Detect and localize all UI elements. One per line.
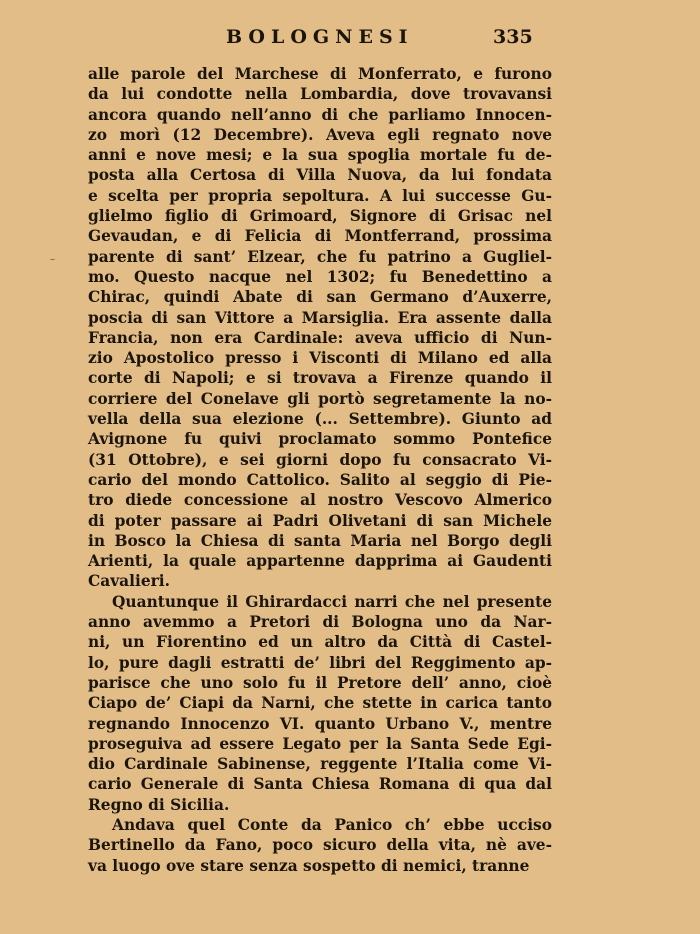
text-line: zio Apostolico presso i Visconti di Milano ed alla bbox=[88, 349, 552, 368]
text-line: anno avemmo a Pretori di Bologna uno da Nar- bbox=[88, 613, 552, 632]
text-line: corte di Napoli; e si trovava a Firenze quando il bbox=[88, 369, 552, 388]
text-line: Quantunque il Ghirardacci narri che nel presente bbox=[112, 592, 552, 611]
text-line: corriere del Conelave gli portò segretamente la no- bbox=[88, 389, 552, 408]
text-line: in Bosco la Chiesa di santa Maria nel Borgo degli bbox=[88, 531, 552, 550]
text-line: Andava quel Conte da Panico ch’ ebbe ucciso bbox=[112, 815, 552, 834]
paragraph bbox=[88, 815, 552, 876]
text-line: parisce che uno solo fu il Pretore dell’ anno, cioè bbox=[88, 673, 552, 692]
text-line: ni, un Fiorentino ed un altro da Città di Castel- bbox=[88, 633, 552, 652]
text-line: vella della sua elezione (... Settembre). Giunto ad bbox=[88, 410, 552, 429]
text-line: anni e nove mesi; e la sua spoglia mortale fu de- bbox=[88, 146, 552, 165]
text-line: dio Cardinale Sabinense, reggente l’Italia come Vi- bbox=[88, 755, 552, 774]
body-text bbox=[88, 64, 552, 876]
paragraph bbox=[88, 592, 552, 815]
text-line: Francia, non era Cardinale: aveva ufficio di Nun- bbox=[88, 328, 552, 347]
text-line: Regno di Sicilia. bbox=[88, 795, 230, 814]
text-line: ancora quando nell’anno di che parliamo Innocen- bbox=[88, 105, 552, 124]
text-line: cario del mondo Cattolico. Salito al seggio di Pie- bbox=[88, 470, 552, 489]
text-line: Gevaudan, e di Felicia di Montferrand, prossima bbox=[88, 227, 552, 246]
text-line: da lui condotte nella Lombardia, dove trovavansi bbox=[88, 85, 552, 104]
text-line: Avignone fu quivi proclamato sommo Pontefice bbox=[88, 430, 552, 449]
text-line: (31 Ottobre), e sei giorni dopo fu consacrato Vi- bbox=[88, 450, 552, 469]
text-line: cario Generale di Santa Chiesa Romana di qua dal bbox=[88, 775, 552, 794]
paragraph bbox=[88, 64, 552, 592]
text-line: proseguiva ad essere Legato per la Santa Sede Egi- bbox=[88, 734, 552, 753]
text-line: alle parole del Marchese di Monferrato, e furono bbox=[88, 65, 552, 83]
book-page bbox=[88, 26, 552, 876]
margin-mark: – bbox=[50, 254, 55, 265]
page-number: 335 bbox=[493, 26, 533, 48]
text-line: Bertinello da Fano, poco sicuro della vita, nè ave- bbox=[88, 836, 552, 855]
text-line: Arienti, la quale appartenne dapprima ai Gaudenti bbox=[88, 552, 552, 571]
text-line: poscia di san Vittore a Marsiglia. Era assente dalla bbox=[88, 308, 552, 327]
text-line: Ciapo de’ Ciapi da Narni, che stette in carica tanto bbox=[88, 694, 552, 713]
text-line: di poter passare ai Padri Olivetani di san Michele bbox=[88, 511, 552, 530]
text-line: va luogo ove stare senza sospetto di nemici, tranne bbox=[88, 856, 530, 875]
text-line: zo morì (12 Decembre). Aveva egli regnato nove bbox=[88, 125, 552, 144]
text-line: e scelta per propria sepoltura. A lui successe Gu- bbox=[88, 186, 552, 205]
text-line: Chirac, quindi Abate di san Germano d’Auxerre, bbox=[88, 288, 552, 307]
running-title: BOLOGNESI bbox=[226, 26, 414, 48]
text-line: posta alla Certosa di Villa Nuova, da lui fondata bbox=[88, 166, 552, 185]
text-line: Cavalieri. bbox=[88, 572, 170, 591]
text-line: tro diede concessione al nostro Vescovo Almerico bbox=[88, 491, 552, 510]
text-line: mo. Questo nacque nel 1302; fu Benedettino a bbox=[88, 267, 552, 286]
text-line: parente di sant’ Elzear, che fu patrino a Gugliel- bbox=[88, 247, 552, 266]
text-line: glielmo figlio di Grimoard, Signore di Grisac nel bbox=[88, 207, 552, 226]
text-line: lo, pure dagli estratti de’ libri del Reggimento ap- bbox=[88, 653, 552, 672]
text-line: regnando Innocenzo VI. quanto Urbano V., mentre bbox=[88, 714, 552, 733]
running-head bbox=[88, 26, 552, 54]
